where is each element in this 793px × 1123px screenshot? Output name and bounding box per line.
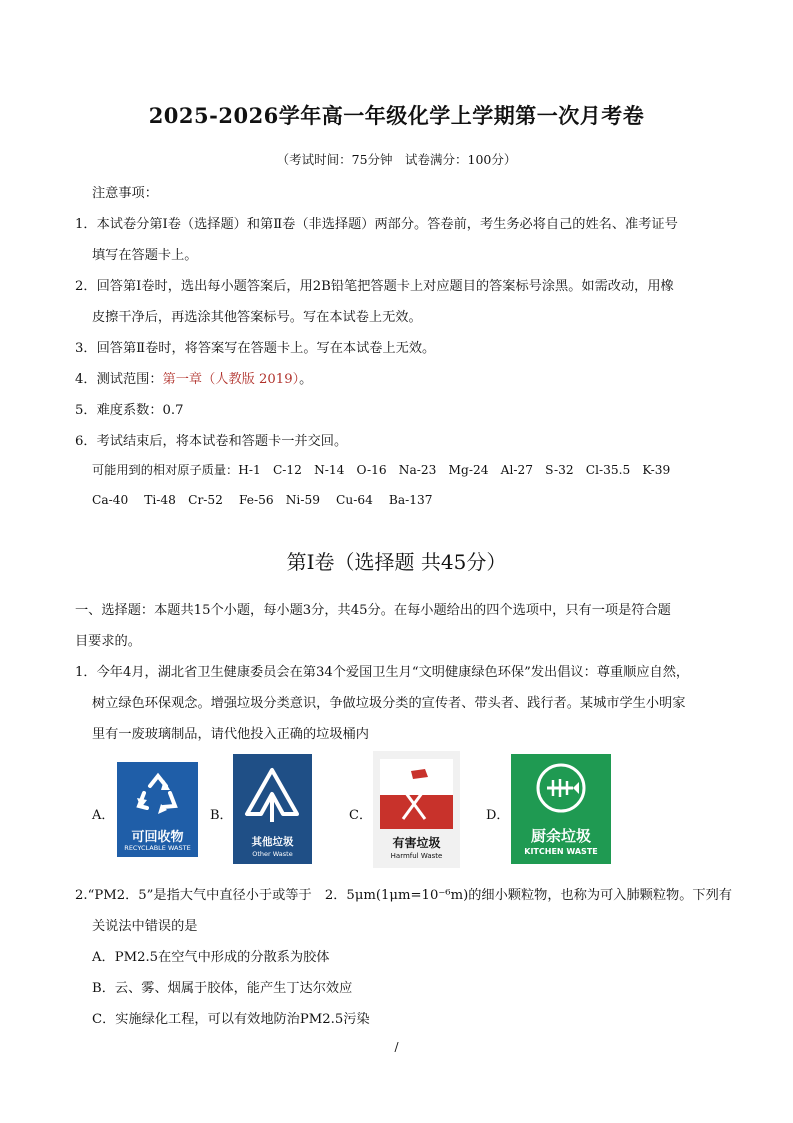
question-1-cont: 树立绿色环保观念。增强垃圾分类意识，争做垃圾分类的宣传者、带头者、践行者。某城市学生小明家 bbox=[92, 696, 686, 711]
notice-item-5: 5．难度系数：0.7 bbox=[75, 403, 184, 418]
notice-item-6: 6．考试结束后，将本试卷和答题卡一并交回。 bbox=[75, 434, 348, 449]
question-2-cont: 关说法中错误的是 bbox=[92, 919, 198, 934]
q2-option-a: A．PM2.5在空气中形成的分散系为胶体 bbox=[92, 950, 330, 965]
question-1-cont2: 里有一废玻璃制品，请代他投入正确的垃圾桶内 bbox=[92, 727, 369, 742]
atomic-masses-cont: Ca-40 Ti-48 Cr-52 Fe-56 Ni-59 Cu-64 Ba-137 bbox=[92, 493, 433, 507]
harmful-waste-bin-image: 有害垃圾 Harmful Waste bbox=[373, 751, 460, 868]
question-2: 2.“PM2．5”是指大气中直径小于或等于 2．5μm(1μm=10⁻⁶m)的细小颗粒物，也称为可入肺颗粒物。下列有 bbox=[75, 888, 732, 903]
other-waste-bin-image: 其他垃圾 Other Waste bbox=[233, 754, 312, 864]
notice-heading: 注意事项： bbox=[92, 186, 158, 201]
fish-bone-icon bbox=[511, 758, 611, 823]
option-a-letter: A． bbox=[92, 808, 115, 823]
recyclable-bin-image: 可回收物 RECYCLABLE WASTE bbox=[117, 762, 198, 857]
notice-item-1-cont: 填写在答题卡上。 bbox=[92, 248, 198, 263]
option-b-letter: B． bbox=[210, 808, 233, 823]
option-d-letter: D． bbox=[486, 808, 510, 823]
recycle-icon bbox=[117, 766, 198, 826]
notice-item-3: 3．回答第Ⅱ卷时，将答案写在答题卡上。写在本试卷上无效。 bbox=[75, 341, 436, 356]
notice-item-2: 2．回答第Ⅰ卷时，选出每小题答案后，用2B铅笔把答题卡上对应题目的答案标号涂黑。如需改动，用橡 bbox=[75, 279, 674, 294]
question-1: 1．今年4月，湖北省卫生健康委员会在第34个爱国卫生月“文明健康绿色环保”发出倡议：尊重顺应自然， bbox=[75, 665, 690, 680]
kitchen-waste-bin-image: 厨余垃圾 KITCHEN WASTE bbox=[511, 754, 611, 864]
test-scope: 第一章（人教版 2019） bbox=[162, 372, 300, 387]
notice-item-4: 4．测试范围：第一章（人教版 2019）。 bbox=[75, 372, 313, 387]
notice-item-1: 1．本试卷分第Ⅰ卷（选择题）和第Ⅱ卷（非选择题）两部分。答卷前，考生务必将自己的姓名、准考证号 bbox=[75, 217, 678, 232]
q2-option-c: C．实施绿化工程，可以有效地防治PM2.5污染 bbox=[92, 1012, 370, 1027]
section-title: 第Ⅰ卷（选择题 共45分） bbox=[286, 550, 507, 574]
other-waste-icon bbox=[233, 762, 312, 832]
notice-item-2-cont: 皮擦干净后，再选涂其他答案标号。写在本试卷上无效。 bbox=[92, 310, 422, 325]
option-c-letter: C． bbox=[349, 808, 372, 823]
exam-info: （考试时间：75分钟 试卷满分：100分） bbox=[276, 152, 517, 167]
harmful-icon bbox=[373, 759, 460, 834]
part1-instructions: 一、选择题：本题共15个小题，每小题3分，共45分。在每小题给出的四个选项中，只有一项是符合题 bbox=[75, 603, 671, 618]
page-number: / bbox=[394, 1040, 399, 1054]
part1-instructions-cont: 目要求的。 bbox=[75, 634, 141, 649]
page-title: 2025-2026学年高一年级化学上学期第一次月考卷 bbox=[148, 103, 645, 128]
atomic-masses: 可能用到的相对原子质量：H-1 C-12 N-14 O-16 Na-23 Mg-24 Al-27 S-32 Cl-35.5 K-39 bbox=[92, 463, 671, 477]
q2-option-b: B．云、雾、烟属于胶体，能产生丁达尔效应 bbox=[92, 981, 353, 996]
